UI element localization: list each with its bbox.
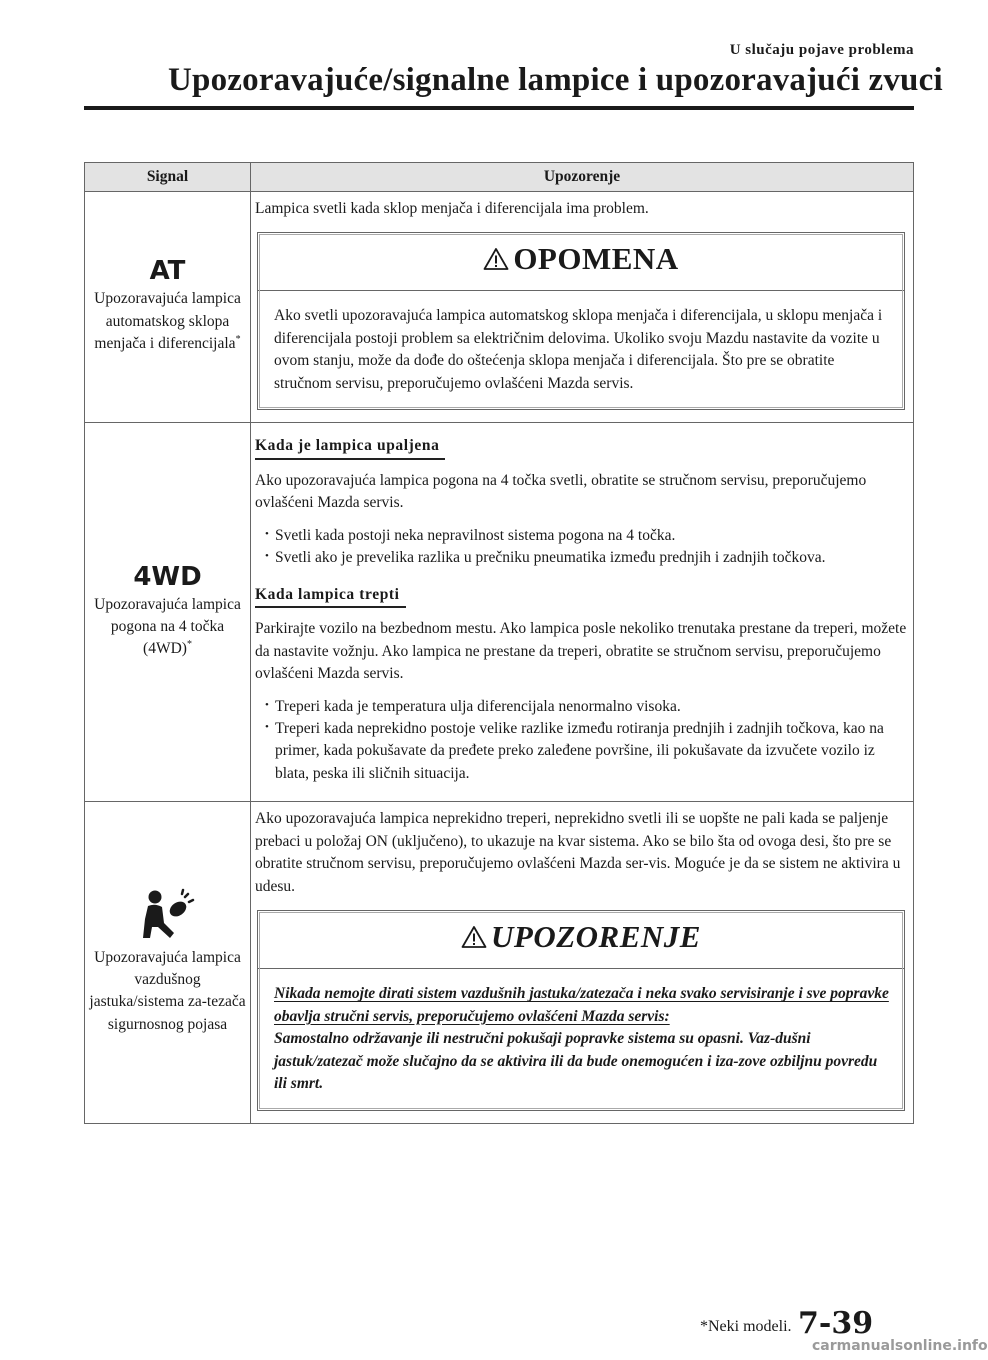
signal-name-text: Upozoravajuća lampica automatskog sklopa menjača i diferencijala [94, 290, 241, 353]
signal-cell [85, 423, 251, 802]
signal-cell [85, 192, 251, 423]
warning-box-text: Samostalno održavanje ili nestručni pokušaji popravke sistema su opasni. Vaz-dušni jastuk/zatezač može slučajno da se aktivira ili da bude onemogućen i iza-zove ozbiljnu povredu ili smrt. [274, 1030, 878, 1093]
caution-box-body [258, 291, 904, 409]
subheading-lamp-on: Kada je lampica upaljena [255, 435, 445, 459]
footnote-marker: * [235, 334, 241, 346]
list-item: • Treperi kada neprekidno postoje velike razlike između rotiranja prednjih i zadnjih točkova, kao na primer, kada pokušavate da pređete preko zaleđene površine, ili pokušavate da izvučete vozilo iz blata, peska ili sličnih situacija. [265, 718, 909, 785]
caution-box-text: Ako svetli upozoravajuća lampica automatskog sklopa menjača i diferencijala, u sklopu menjača i diferencijala postoji problem sa električnim delovima. Ukoliko svoju Mazdu nastavite da vozite u ovom stanju, može da dođe do oštećenja sklopa menjača i diferencijala. Što pre se obratite stručnom servisu, preporučujemo ovlašćeni Mazda servis. [274, 307, 883, 392]
list-item: • Svetli kada postoji neka nepravilnost sistema pogona na 4 točka. [265, 525, 909, 547]
warning-box-title: UPOZORENJE [491, 919, 701, 955]
footnote-marker: * [186, 639, 192, 651]
column-header-signal: Signal [85, 163, 251, 192]
footnote: *Neki modeli. [700, 1318, 792, 1335]
signal-name: Upozoravajuća lampica vazdušnog jastuka/sistema za-tezača sigurnosnog pojasa [89, 948, 246, 1033]
section-label: U slučaju pojave problema [729, 42, 914, 58]
list-item: • Treperi kada je temperatura ulja diferencijala nenormalno visoka. [265, 696, 909, 718]
signal-name [89, 594, 246, 662]
warning-box [257, 910, 905, 1110]
subheading-lamp-blinking: Kada lampica trepti [255, 584, 406, 608]
warning-cell [251, 423, 914, 802]
caution-box-title: OPOMENA [513, 241, 679, 277]
bullet-list [255, 525, 909, 570]
signal-name [89, 288, 246, 356]
warning-triangle-icon [461, 917, 487, 962]
title-rule [84, 106, 914, 110]
table-row [85, 192, 914, 423]
airbag-seatbelt-icon [89, 889, 246, 941]
table-row [85, 802, 914, 1123]
warning-triangle-icon [483, 239, 509, 284]
warning-cell [251, 192, 914, 423]
warning-text: Lampica svetli kada sklop menjača i diferencijala ima problem. [255, 200, 649, 217]
warning-cell [251, 802, 914, 1123]
bullet-list [255, 696, 909, 786]
page-number: 7-39 [798, 1306, 874, 1341]
warning-text: Parkirajte vozilo na bezbednom mestu. Ako lampica posle nekoliko trenutaka prestane da treperi, možete da nastavite vožnju. Ako lampica ne prestane da treperi, obratite se stručnom servisu, preporučujemo ovlašćeni Mazda servis. [255, 620, 907, 683]
at-warning-symbol: AT [149, 256, 186, 287]
column-header-warning: Upozorenje [251, 163, 914, 192]
table-header-row [85, 163, 914, 192]
page-title: Upozoravajuće/signalne lampice i upozoravajući zvuci [168, 62, 943, 98]
watermark: carmanualsonline.info [812, 1338, 988, 1354]
4wd-warning-symbol: 4WD [133, 561, 202, 592]
warning-text: Ako upozoravajuća lampica pogona na 4 točka svetli, obratite se stručnom servisu, preporučujemo ovlašćeni Mazda servis. [255, 471, 867, 512]
warning-box-body [258, 969, 904, 1109]
signal-name-text: Upozoravajuća lampica pogona na 4 točka (4WD) [94, 595, 241, 658]
signals-table [84, 162, 914, 1124]
caution-box [257, 232, 905, 410]
warning-box-header [258, 911, 904, 969]
signal-cell [85, 802, 251, 1123]
warning-box-heading: Nikada nemojte dirati sistem vazdušnih jastuka/zatezača i neka svako servisiranje i sve popravke obavlja stručni servis, preporučujemo ovlašćeni Mazda servis: [274, 985, 889, 1025]
list-item: • Svetli ako je prevelika razlika u prečniku pneumatika između prednjih i zadnjih točkova. [265, 547, 909, 569]
caution-box-header [258, 233, 904, 291]
table-row [85, 423, 914, 802]
warning-text: Ako upozoravajuća lampica neprekidno treperi, neprekidno svetli ili se uopšte ne pali kada se paljenje prebaci u položaj ON (uključeno), to ukazuje na kvar sistema. Ako se bilo šta od ovoga desi, što pre se obratite stručnom servisu, preporučujemo ovlašćeni Mazda ser-vis. Moguće je da se sistem ne aktivira u udesu. [255, 810, 901, 895]
